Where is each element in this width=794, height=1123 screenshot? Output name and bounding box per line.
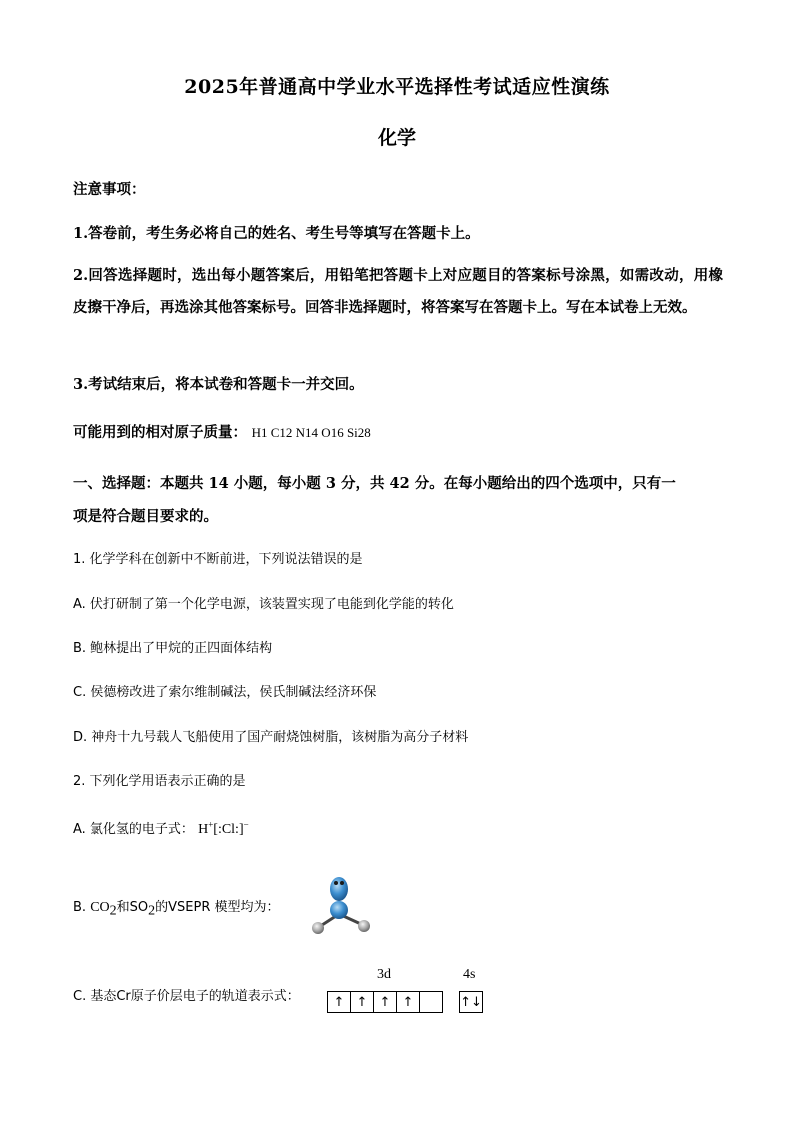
question-1-option-a: A. 伏打研制了第一个化学电源，该装置实现了电能到化学能的转化 [73,597,454,612]
note-item-1: 1.答卷前，考生务必将自己的姓名、考生号等填写在答题卡上。 [73,225,480,242]
question-2-option-a [73,818,249,838]
orbital-4s-box-1: ↑↓ [459,991,483,1013]
section-heading-line1: 一、选择题：本题共 14 小题，每小题 3 分，共 42 分。在每小题给出的四个选项中，只有一 [73,475,676,492]
note-item-2: 2.回答选择题时，选出每小题答案后，用铅笔把答题卡上对应题目的答案标号涂黑，如需改动，用橡皮擦干净后，再选涂其他答案标号。回答非选择题时，将答案写在答题卡上。写在本试卷上无效。 [73,267,723,316]
formula-co: CO [90,900,110,915]
orbital-3d-box-4: ↑ [396,991,420,1013]
orbital-3d-box-3: ↑ [373,991,397,1013]
question-2-option-c: C. 基态Cr原子价层电子的轨道表示式： [73,989,300,1004]
page-title: 2025年普通高中学业水平选择性考试适应性演练 [184,76,610,98]
orbital-4s-label: 4s [463,967,476,982]
option-b-prefix: B. [73,900,91,915]
notes-heading: 注意事项： [73,181,146,198]
question-1-option-c: C. 侯德榜改进了索尔维制碱法，侯氏制碱法经济环保 [73,685,377,700]
option-b-rest: 的VSEPR 模型均为： [155,900,280,915]
formula-h: H [198,822,209,837]
note-item-3: 3.考试结束后，将本试卷和答题卡一并交回。 [73,376,364,393]
question-1-stem: 1. 化学学科在创新中不断前进，下列说法错误的是 [73,552,363,567]
atomic-masses-label: 可能用到的相对原子质量： [73,424,247,441]
option-a-text: A. 氯化氢的电子式： [73,822,194,837]
hcl-electron-formula [198,819,249,837]
subject-title: 化学 [377,127,416,149]
section-heading-line2: 项是符合题目要求的。 [73,508,218,525]
formula-sub-2: 2 [148,903,156,919]
orbital-3d-box-5 [419,991,443,1013]
formula-and-so: 和SO [116,900,149,915]
question-2-option-b [73,896,280,920]
question-2-stem: 2. 下列化学用语表示正确的是 [73,774,246,789]
atomic-masses-values: H1 C12 N14 O16 Si28 [251,425,371,440]
orbital-3d-box-1: ↑ [327,991,351,1013]
formula-sub-1: 2 [109,903,117,919]
formula-cl: [:Cl:] [213,822,244,837]
orbital-3d-box-2: ↑ [350,991,374,1013]
atomic-masses [73,421,371,442]
orbital-3d-label: 3d [377,967,391,982]
question-1-option-d: D. 神舟十九号载人飞船使用了国产耐烧蚀树脂，该树脂为高分子材料 [73,730,469,745]
vsepr-model-icon [305,872,375,938]
formula-minus: − [243,819,249,830]
question-1-option-b: B. 鲍林提出了甲烷的正四面体结构 [73,641,273,656]
formula-plus: + [208,819,214,830]
